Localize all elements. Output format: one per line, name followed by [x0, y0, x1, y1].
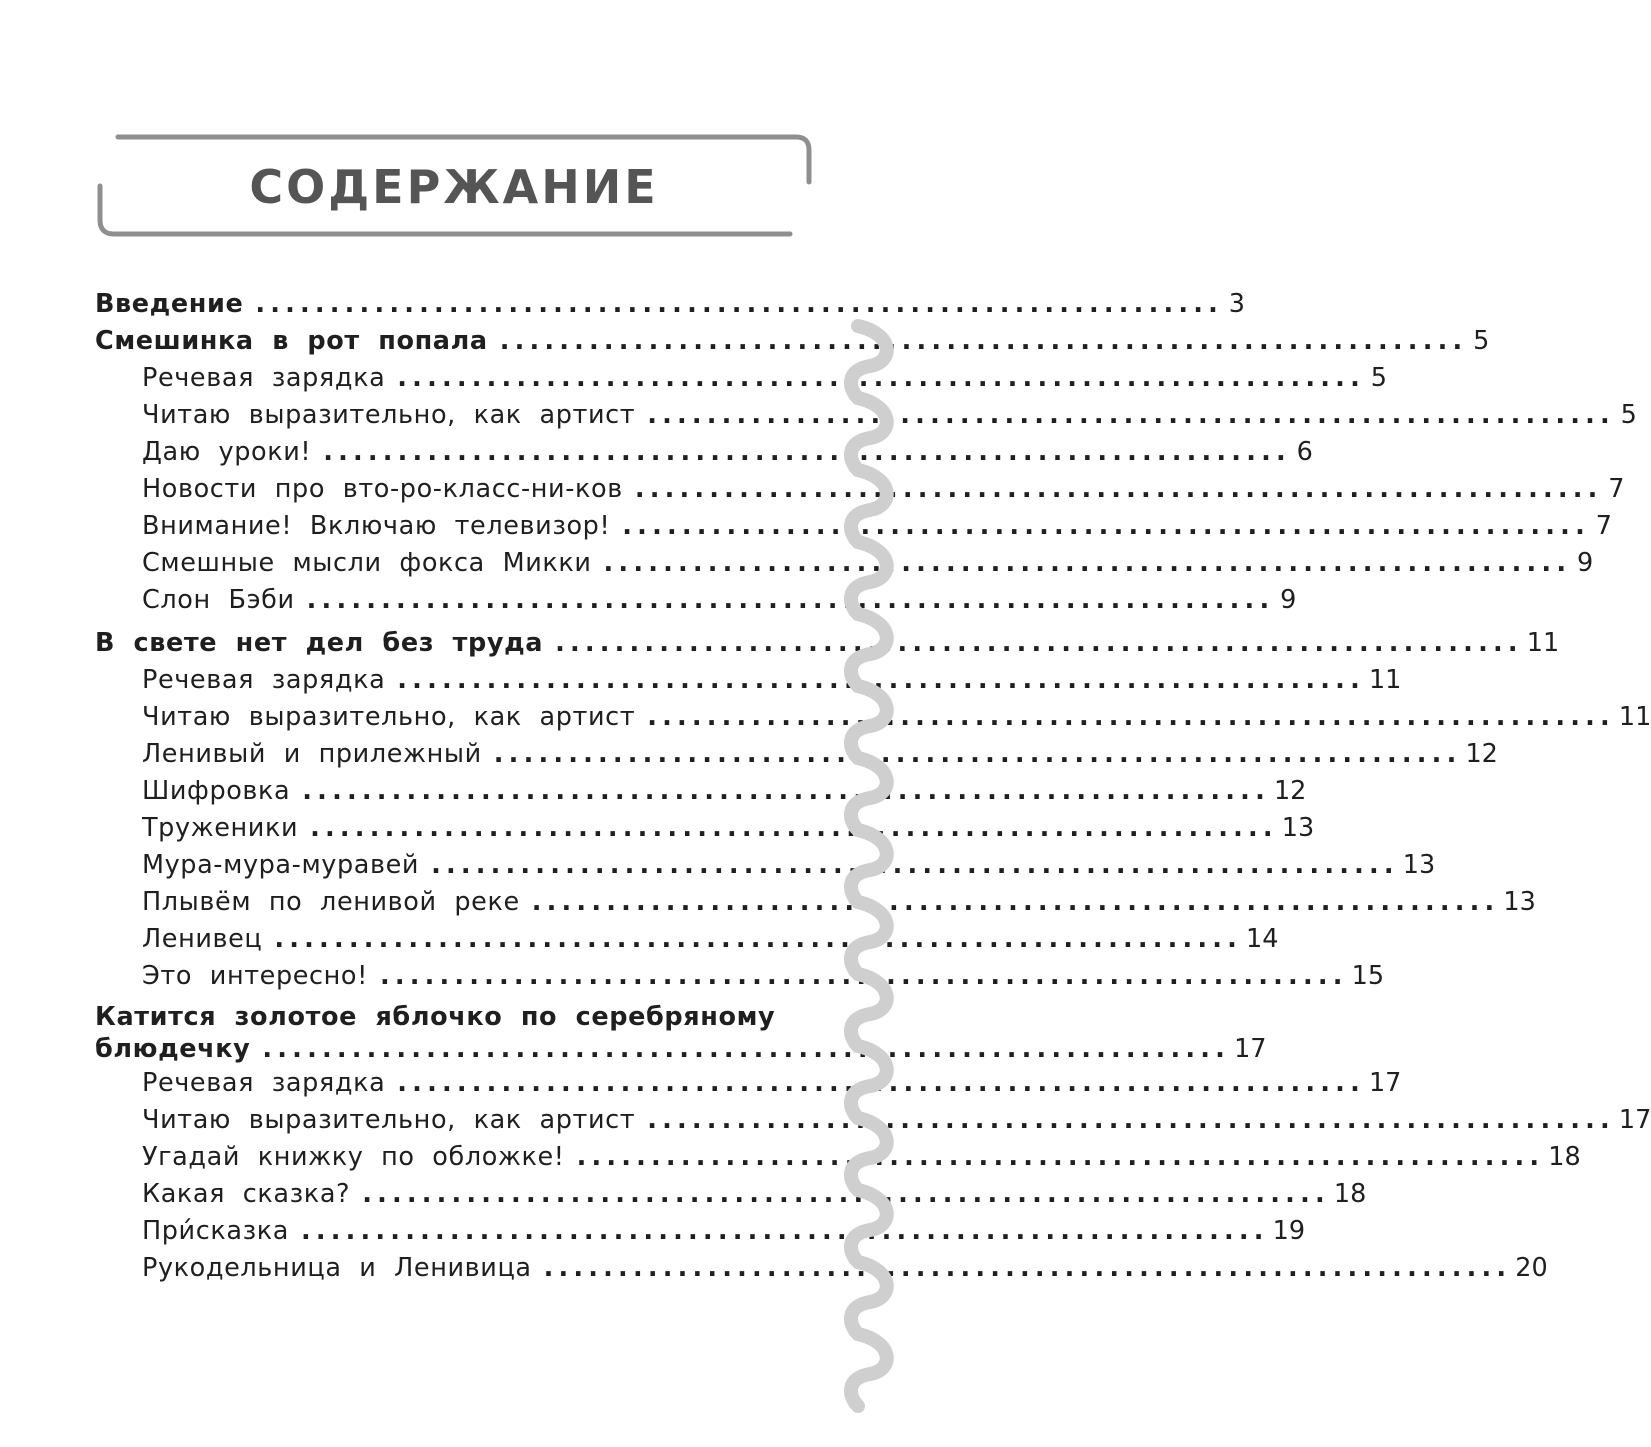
- toc-dot-leader: .................................................................: [555, 628, 1523, 658]
- toc-dot-leader: .................................................................: [306, 585, 1275, 615]
- toc-dot-leader: .................................................................: [255, 289, 1223, 319]
- toc-page-number: 15: [1351, 961, 1385, 991]
- toc-section-smeshinka[interactable]: [95, 323, 1490, 360]
- toc-entry[interactable]: [95, 736, 1498, 773]
- toc-label: Смешные мысли фокса Микки: [142, 548, 592, 578]
- toc-dot-leader: .................................................................: [379, 961, 1348, 991]
- toc-entry[interactable]: [95, 1102, 1651, 1139]
- toc-label: Рукодельница и Ленивица: [142, 1253, 532, 1283]
- toc-dot-leader: .................................................................: [493, 739, 1462, 769]
- toc-label: Мура-мура-муравей: [142, 850, 420, 880]
- toc-label: Труженики: [142, 813, 299, 843]
- toc-label: Ленивец: [142, 924, 263, 954]
- toc-section-trud[interactable]: [95, 625, 1560, 662]
- toc-section-yablochko[interactable]: [95, 1001, 813, 1033]
- toc-page-number: 5: [1370, 363, 1387, 393]
- toc-entry[interactable]: [95, 471, 1625, 508]
- toc-dot-leader: .................................................................: [397, 363, 1365, 393]
- toc-entry[interactable]: [95, 1250, 1548, 1287]
- page-title: СОДЕРЖАНИЕ: [249, 160, 659, 214]
- toc-entry[interactable]: [95, 545, 1594, 582]
- toc-label: При́сказка: [142, 1216, 289, 1246]
- toc-dot-leader: .................................................................: [543, 1253, 1512, 1283]
- toc-entry[interactable]: [95, 582, 1297, 619]
- toc-dot-leader: .................................................................: [323, 437, 1291, 467]
- toc-page-number: 12: [1465, 739, 1498, 769]
- toc-entry[interactable]: [95, 921, 1279, 958]
- toc-entry[interactable]: [95, 773, 1307, 810]
- toc-page-number: 12: [1273, 776, 1307, 806]
- toc-label: Шифровка: [142, 776, 291, 806]
- toc-dot-leader: .................................................................: [634, 474, 1603, 504]
- toc-dot-leader: .................................................................: [531, 887, 1500, 917]
- toc-dot-leader: .................................................................: [603, 548, 1572, 578]
- toc-entry[interactable]: [95, 810, 1315, 847]
- toc-entry[interactable]: [95, 1176, 1367, 1213]
- toc-page-number: 17: [1618, 1105, 1651, 1135]
- toc-entry[interactable]: [95, 434, 1313, 471]
- toc-page-number: 11: [1368, 665, 1402, 695]
- toc-label: Угадай книжку по обложке!: [142, 1142, 565, 1172]
- toc-entry[interactable]: [95, 1065, 1402, 1102]
- toc-label: Какая сказка?: [142, 1179, 351, 1209]
- toc-page-number: 13: [1402, 850, 1436, 880]
- toc-label: Даю уроки!: [142, 437, 312, 467]
- toc-label: Катится золотое яблочко по серебряному: [95, 1002, 776, 1032]
- toc-label: Плывём по ленивой реке: [142, 887, 520, 917]
- toc-entry[interactable]: [95, 508, 1612, 545]
- toc-label: Слон Бэби: [142, 585, 295, 615]
- toc-dot-leader: .................................................................: [647, 702, 1615, 732]
- toc-label: Введение: [95, 289, 244, 319]
- toc-label: Читаю выразительно, как артист: [142, 400, 636, 430]
- toc-dot-leader: .................................................................: [310, 813, 1278, 843]
- toc-label: Внимание! Включаю телевизор!: [142, 511, 611, 541]
- toc-label: Речевая зарядка: [142, 1068, 386, 1098]
- toc-page-number: 9: [1576, 548, 1594, 578]
- toc-entry[interactable]: [95, 360, 1387, 397]
- toc-page-number: 7: [1595, 511, 1612, 541]
- title-block: [96, 134, 812, 238]
- toc-entry[interactable]: [95, 884, 1536, 921]
- toc-label: В свете нет дел без труда: [95, 628, 544, 658]
- toc-entry[interactable]: [95, 1139, 1581, 1176]
- toc-dot-leader: .................................................................: [262, 1034, 1231, 1064]
- toc-page-number: 9: [1280, 585, 1297, 615]
- toc-label: Это интересно!: [142, 961, 368, 991]
- toc-label: Смешинка в рот попала: [95, 326, 488, 356]
- toc-dot-leader: .................................................................: [274, 924, 1243, 954]
- toc-dot-leader: .................................................................: [300, 1216, 1269, 1246]
- toc-page-number: 13: [1281, 813, 1315, 843]
- toc-page-number: 3: [1228, 289, 1245, 319]
- toc-entry[interactable]: [95, 847, 1436, 884]
- toc-section-intro[interactable]: [95, 286, 1245, 323]
- toc-label: Новости про вто-ро-класс-ни-ков: [142, 474, 623, 504]
- toc-page-number: 5: [1620, 400, 1637, 430]
- toc-label: Ленивый и прилежный: [142, 739, 482, 769]
- wavy-border-icon: [840, 318, 900, 1447]
- toc-entry[interactable]: [95, 958, 1385, 995]
- toc-dot-leader: .................................................................: [499, 326, 1468, 356]
- toc-dot-leader: .................................................................: [576, 1142, 1545, 1172]
- toc-page-number: 17: [1368, 1068, 1402, 1098]
- toc-page-number: 5: [1473, 326, 1490, 356]
- toc-page-number: 19: [1272, 1216, 1306, 1246]
- toc-dot-leader: .................................................................: [647, 1105, 1615, 1135]
- toc-dot-leader: .................................................................: [397, 665, 1365, 695]
- toc-dot-leader: .................................................................: [647, 400, 1615, 430]
- toc-entry[interactable]: [95, 397, 1637, 434]
- toc-label: Речевая зарядка: [142, 363, 386, 393]
- toc-label: Речевая зарядка: [142, 665, 386, 695]
- toc-entry[interactable]: [95, 699, 1651, 736]
- toc-page-number: 13: [1503, 887, 1536, 917]
- toc-page-number: 14: [1246, 924, 1279, 954]
- toc-dot-leader: .................................................................: [431, 850, 1399, 880]
- toc-dot-leader: .................................................................: [362, 1179, 1330, 1209]
- toc-dot-leader: .................................................................: [302, 776, 1270, 806]
- toc-entry[interactable]: [95, 1213, 1306, 1250]
- toc-page-number: 11: [1526, 628, 1560, 658]
- toc-dot-leader: .................................................................: [622, 511, 1590, 541]
- toc-label: Читаю выразительно, как артист: [142, 1105, 636, 1135]
- toc-page-number: 17: [1234, 1034, 1267, 1064]
- toc-page-number: 20: [1515, 1253, 1548, 1283]
- toc-page-number: 11: [1618, 702, 1651, 732]
- toc-page-number: 18: [1548, 1142, 1581, 1172]
- toc-page-number: 6: [1296, 437, 1313, 467]
- toc-dot-leader: .................................................................: [397, 1068, 1365, 1098]
- toc-label: Читаю выразительно, как артист: [142, 702, 636, 732]
- toc-page-number: 7: [1608, 474, 1625, 504]
- toc-label-continued: блюдечку: [95, 1034, 251, 1064]
- table-of-contents: [95, 286, 1651, 1287]
- toc-entry[interactable]: [95, 662, 1402, 699]
- toc-section-yablochko-cont[interactable]: [95, 1033, 1267, 1065]
- toc-page-number: 18: [1333, 1179, 1367, 1209]
